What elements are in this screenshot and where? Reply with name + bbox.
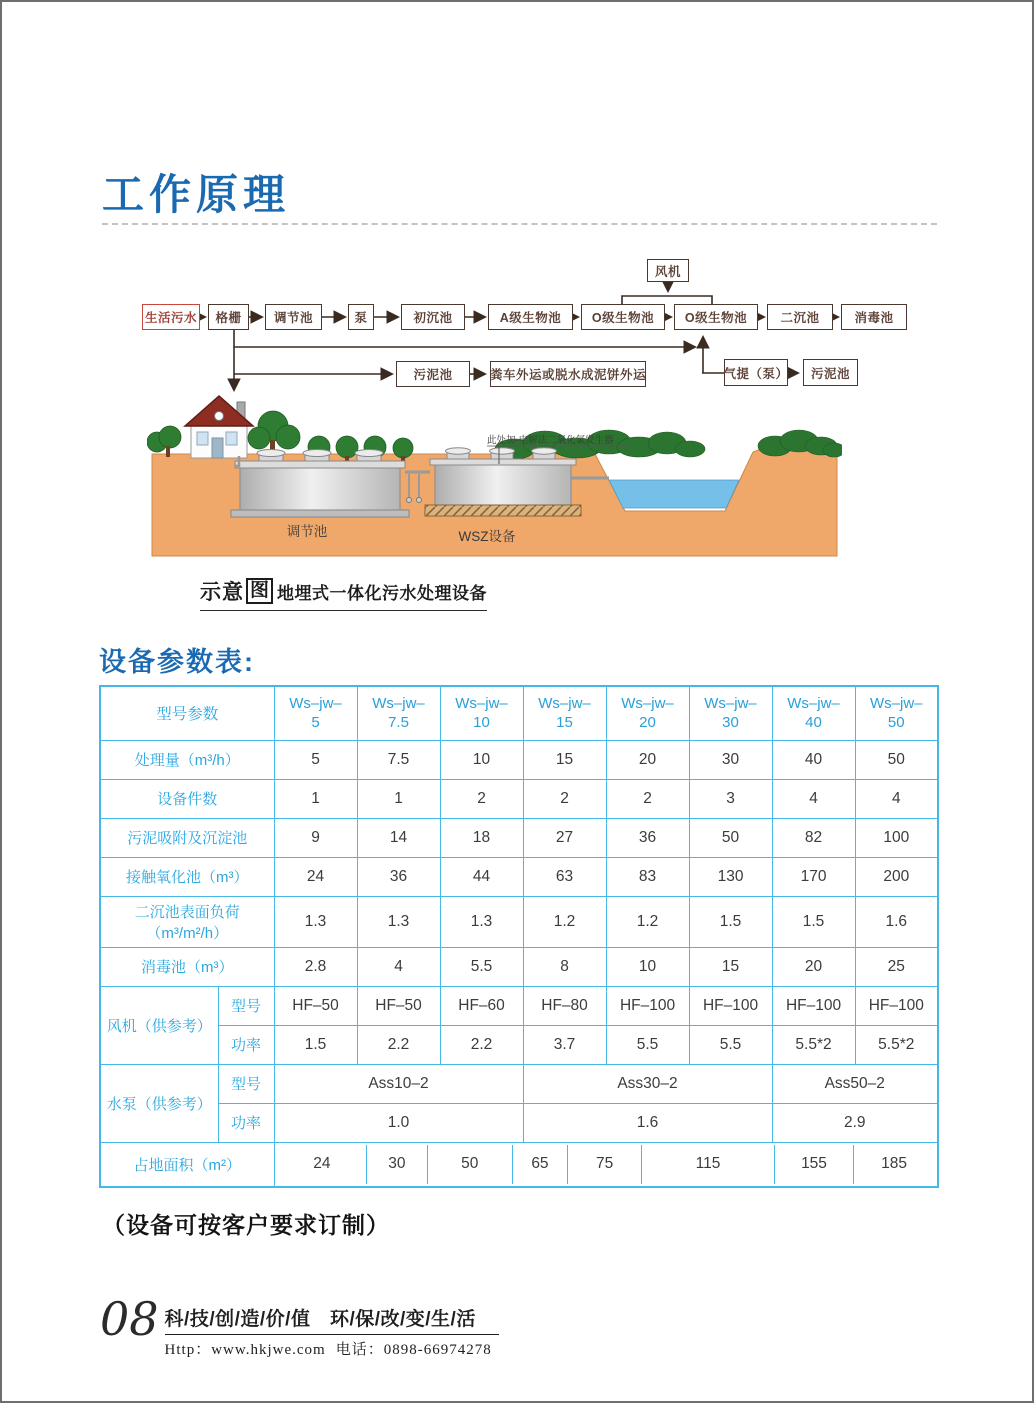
value-cell: 4: [772, 779, 855, 818]
value-cell: 4: [855, 779, 938, 818]
value-cell: HF–100: [606, 986, 689, 1025]
value-cell: 2.9: [772, 1103, 938, 1142]
row-label: 污泥吸附及沉淀池: [100, 818, 274, 857]
value-cell: 185: [853, 1145, 934, 1184]
page-title: 工作原理: [102, 171, 291, 218]
table-header-row: [100, 686, 938, 740]
model-prefix: Ws–jw–: [455, 694, 508, 712]
value-cell: 10: [606, 947, 689, 986]
value-cell: 40: [772, 740, 855, 779]
model-prefix: Ws–jw–: [870, 694, 923, 712]
value-cell: 1.6: [523, 1103, 772, 1142]
value-cell: 82: [772, 818, 855, 857]
parameters-table: [99, 685, 939, 1188]
footer-website: Http：www.hkjwe.com: [164, 1342, 326, 1358]
value-cell: 9: [274, 818, 357, 857]
value-cell: 5: [274, 740, 357, 779]
flow-step-sewage: 生活污水: [142, 304, 200, 330]
value-cell: 15: [523, 740, 606, 779]
value-cell: 3.7: [523, 1025, 606, 1064]
value-cell: Ass10–2: [274, 1064, 523, 1103]
table-row: [100, 947, 938, 986]
flow-step-disinfection-tank: 消毒池: [841, 304, 907, 330]
page-footer: [100, 1292, 499, 1359]
value-cell: 170: [772, 857, 855, 896]
value-cell: HF–50: [274, 986, 357, 1025]
model-header-cell: [689, 686, 772, 740]
model-number: 40: [805, 714, 822, 732]
value-cell: 200: [855, 857, 938, 896]
value-cell: 10: [440, 740, 523, 779]
value-cell: HF–100: [689, 986, 772, 1025]
site-illustration: [147, 390, 842, 570]
caption-bold: 示意: [200, 581, 244, 604]
table-row: [100, 986, 938, 1025]
flow-box-fan: 风机: [647, 259, 689, 282]
model-header-cell: [274, 686, 357, 740]
model-number: 50: [887, 714, 905, 732]
table-row: [100, 1064, 938, 1103]
value-cell: 4: [357, 947, 440, 986]
value-cell: HF–60: [440, 986, 523, 1025]
model-header-cell: [772, 686, 855, 740]
footprint-cells: [274, 1142, 938, 1187]
parameters-table-wrap: [99, 685, 937, 1188]
value-cell: 24: [274, 857, 357, 896]
model-header-cell: [606, 686, 689, 740]
value-cell: 36: [357, 857, 440, 896]
tank1-label: 调节池: [286, 524, 328, 539]
value-cell: 14: [357, 818, 440, 857]
value-cell: 44: [440, 857, 523, 896]
table-title: 设备参数表:: [99, 647, 255, 677]
flow-box-airlift-pump: 气提（泵）: [724, 359, 788, 386]
value-cell: 2: [606, 779, 689, 818]
value-cell: 75: [567, 1145, 641, 1184]
footer-right: [165, 1298, 499, 1359]
model-prefix: Ws–jw–: [289, 694, 342, 712]
flow-box-sludge-tank-2: 污泥池: [803, 359, 858, 386]
flow-step-regulating-tank: 调节池: [265, 304, 322, 330]
model-header-cell: [855, 686, 938, 740]
value-cell: 1.3: [357, 896, 440, 947]
value-cell: 2: [440, 779, 523, 818]
value-cell: 2.2: [357, 1025, 440, 1064]
row-label: 消毒池（m³）: [100, 947, 274, 986]
page-number: 08: [100, 1292, 159, 1346]
value-cell: 1.5: [689, 896, 772, 947]
value-cell: 30: [366, 1145, 426, 1184]
custom-order-note: （设备可按客户要求订制）: [102, 1212, 390, 1238]
value-cell: HF–100: [855, 986, 938, 1025]
illustration-caption: [200, 576, 487, 611]
footprint-row: [278, 1145, 935, 1184]
sub-label: 功率: [218, 1103, 274, 1142]
model-prefix: Ws–jw–: [787, 694, 840, 712]
value-cell: Ass30–2: [523, 1064, 772, 1103]
group-label: 水泵（供参考）: [100, 1064, 218, 1142]
table-row: [100, 740, 938, 779]
footer-contact: [165, 1338, 499, 1359]
flow-step-pump: 泵: [348, 304, 374, 330]
group-label: 风机（供参考）: [100, 986, 218, 1064]
table-row: [100, 1142, 938, 1187]
model-number: 30: [722, 714, 739, 732]
value-cell: 2.2: [440, 1025, 523, 1064]
flow-box-sludge-transport: 粪车外运或脱水成泥饼外运: [490, 361, 646, 387]
model-number: 10: [473, 714, 490, 732]
row-label: 占地面积（m²）: [100, 1142, 274, 1187]
value-cell: 5.5*2: [855, 1025, 938, 1064]
house: [185, 396, 253, 458]
footer-slogan: 科/技/创/造/价/值 环/保/改/变/生/活: [165, 1304, 499, 1335]
model-prefix: Ws–jw–: [538, 694, 591, 712]
model-prefix: Ws–jw–: [704, 694, 757, 712]
flow-step-secondary-tank: 二沉池: [767, 304, 833, 330]
sub-label: 型号: [218, 986, 274, 1025]
tank2-label: WSZ设备: [458, 529, 516, 544]
value-cell: 63: [523, 857, 606, 896]
pond-water: [609, 480, 739, 508]
table-row: [100, 896, 938, 947]
model-prefix: Ws–jw–: [621, 694, 674, 712]
value-cell: 50: [855, 740, 938, 779]
model-prefix: Ws–jw–: [372, 694, 425, 712]
table-row: [100, 857, 938, 896]
value-cell: 5.5: [689, 1025, 772, 1064]
value-cell: 115: [641, 1145, 774, 1184]
caption-boxed-char: 图: [246, 578, 273, 604]
value-cell: Ass50–2: [772, 1064, 938, 1103]
value-cell: 1.3: [274, 896, 357, 947]
value-cell: 50: [689, 818, 772, 857]
value-cell: 1.0: [274, 1103, 523, 1142]
table-row: [100, 1025, 938, 1064]
flow-connectors: [2, 2, 1034, 422]
row-label: 二沉池表面负荷（m³/m²/h）: [100, 896, 274, 947]
model-header-cell: [357, 686, 440, 740]
sub-label: 型号: [218, 1064, 274, 1103]
model-header-cell: [523, 686, 606, 740]
table-row: [100, 1103, 938, 1142]
footer-phone: 电话：0898-66974278: [335, 1342, 492, 1358]
value-cell: 1.2: [606, 896, 689, 947]
caption-text: 地埋式一体化污水处理设备: [277, 583, 488, 603]
value-cell: 27: [523, 818, 606, 857]
row-label: 设备件数: [100, 779, 274, 818]
flow-step-o-bio-tank-1: O级生物池: [581, 304, 665, 330]
value-cell: 2: [523, 779, 606, 818]
table-row: [100, 779, 938, 818]
value-cell: 1.6: [855, 896, 938, 947]
row-label: 处理量（m³/h）: [100, 740, 274, 779]
value-cell: 1.5: [274, 1025, 357, 1064]
value-cell: 15: [689, 947, 772, 986]
table-row: [100, 818, 938, 857]
value-cell: 5.5: [606, 1025, 689, 1064]
value-cell: 155: [774, 1145, 853, 1184]
row-label: 接触氧化池（m³）: [100, 857, 274, 896]
value-cell: 5.5: [440, 947, 523, 986]
value-cell: 25: [855, 947, 938, 986]
value-cell: 8: [523, 947, 606, 986]
value-cell: 1: [274, 779, 357, 818]
value-cell: 18: [440, 818, 523, 857]
flow-box-sludge-tank: 污泥池: [396, 361, 470, 387]
value-cell: 24: [313, 1155, 331, 1172]
annotation-text: 此处加-电解法二氧化氯发生器: [487, 435, 614, 446]
value-cell: 130: [689, 857, 772, 896]
value-cell: HF–50: [357, 986, 440, 1025]
value-cell: 2.8: [274, 947, 357, 986]
value-cell: 3: [689, 779, 772, 818]
value-cell: 36: [606, 818, 689, 857]
value-cell: HF–80: [523, 986, 606, 1025]
flow-step-o-bio-tank-2: O级生物池: [674, 304, 758, 330]
value-cell: 1: [357, 779, 440, 818]
value-cell: 30: [689, 740, 772, 779]
flow-step-a-bio-tank: A级生物池: [488, 304, 573, 330]
value-cell: 1.5: [772, 896, 855, 947]
value-cell: 1.3: [440, 896, 523, 947]
value-cell: 50: [427, 1145, 512, 1184]
value-cell: 5.5*2: [772, 1025, 855, 1064]
value-cell: 1.2: [523, 896, 606, 947]
model-header-cell: [440, 686, 523, 740]
value-cell: 65: [512, 1145, 567, 1184]
value-cell: 20: [606, 740, 689, 779]
model-number: 20: [639, 714, 656, 732]
sub-label: 功率: [218, 1025, 274, 1064]
flow-step-primary-tank: 初沉池: [401, 304, 465, 330]
value-cell: HF–100: [772, 986, 855, 1025]
corner-cell: 型号参数: [100, 686, 274, 740]
model-number: 5: [311, 714, 320, 732]
model-number: 15: [556, 714, 573, 732]
value-cell: 100: [855, 818, 938, 857]
value-cell: 20: [772, 947, 855, 986]
value-cell: 83: [606, 857, 689, 896]
process-flow-diagram: [2, 2, 1034, 602]
model-number: 7.5: [388, 714, 409, 732]
flow-step-grille: 格栅: [208, 304, 249, 330]
value-cell: 7.5: [357, 740, 440, 779]
